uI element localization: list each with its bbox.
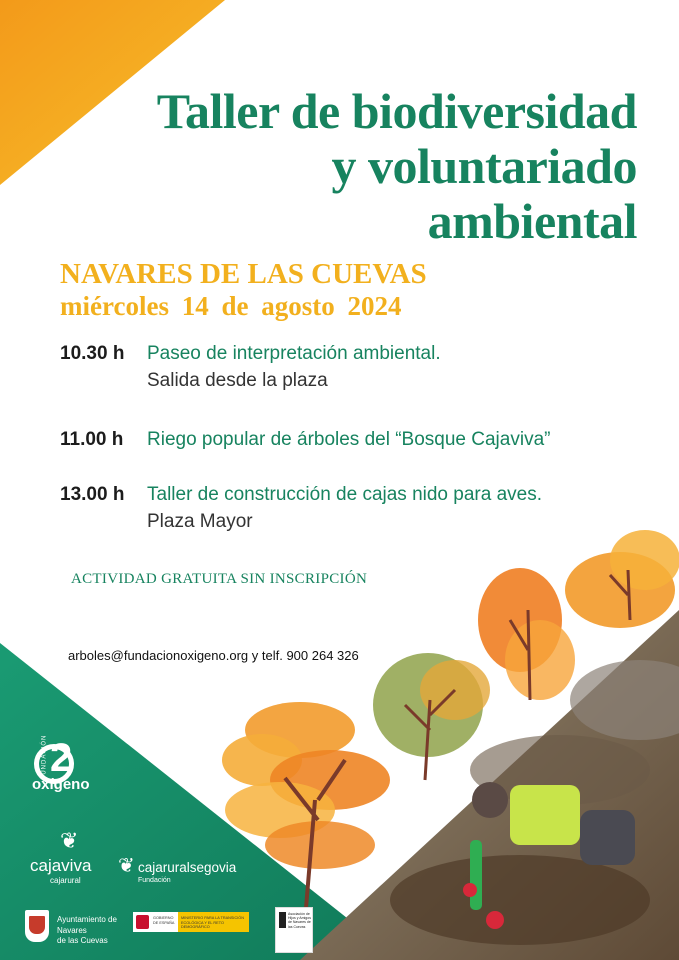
segovia-name: cajaruralsegovia (138, 860, 237, 875)
o2-number: 2 (50, 736, 73, 780)
ayto-line-3: de las Cuevas (57, 936, 108, 945)
schedule-activity: Riego popular de árboles del “Bosque Cajaviva” (147, 429, 551, 450)
shield-icon (25, 910, 49, 942)
free-activity-note: ACTIVIDAD GRATUITA SIN INSCRIPCIÓN (71, 571, 368, 587)
asociacion-text: Asociación de Hijos y Amigos de Navares de las Cuevas (288, 912, 311, 929)
asociacion-mark (279, 912, 286, 928)
location-heading: NAVARES DE LAS CUEVAS (60, 258, 427, 290)
ayto-line-2: Navares (57, 926, 87, 935)
title-line-1: Taller de biodiversidad (156, 83, 637, 139)
fundacion-oxigeno-logo (28, 734, 98, 806)
segovia-sub: Fundación (138, 877, 171, 884)
ministerio-text: MINISTERIO PARA LA TRANSICIÓN ECOLÓGICA Y EL RETO DEMOGRÁFICO (181, 916, 244, 929)
crest-icon (136, 915, 149, 929)
schedule-activity: Taller de construcción de cajas nido para aves. (147, 484, 543, 505)
schedule-detail: Salida desde la plaza (147, 370, 328, 391)
schedule-detail: Plaza Mayor (147, 511, 253, 532)
contact-info: arboles@fundacionoxigeno.org y telf. 900 264 326 (68, 648, 359, 663)
cajaviva-name: cajaviva (30, 856, 92, 875)
o2-word: oxígeno (32, 776, 90, 793)
cajaviva-sub: cajarural (50, 876, 81, 885)
schedule-time: 11.00 h (60, 429, 124, 450)
schedule-activity: Paseo de interpretación ambiental. (147, 343, 441, 364)
ayto-line-1: Ayuntamiento de (57, 915, 117, 924)
cajarural-segovia-logo (118, 854, 258, 888)
page-title (157, 84, 637, 249)
event-date: miércoles 14 de agosto 2024 (60, 291, 402, 321)
cajaviva-logo (30, 828, 110, 884)
gobierno-logo (133, 912, 249, 932)
sprout-icon: ❦ (60, 828, 79, 853)
ayuntamiento-logo (25, 908, 135, 952)
schedule-time: 10.30 h (60, 343, 125, 364)
title-line-3: ambiental (427, 193, 637, 249)
title-line-2: y voluntariado (331, 138, 637, 194)
schedule-time: 13.00 h (60, 484, 125, 505)
sprout-icon: ❦ (118, 855, 135, 877)
o2-vertical-text: FUNDACIÓN (41, 734, 48, 780)
asociacion-logo (275, 907, 313, 953)
gobierno-text: GOBIERNO DE ESPAÑA (153, 916, 175, 925)
